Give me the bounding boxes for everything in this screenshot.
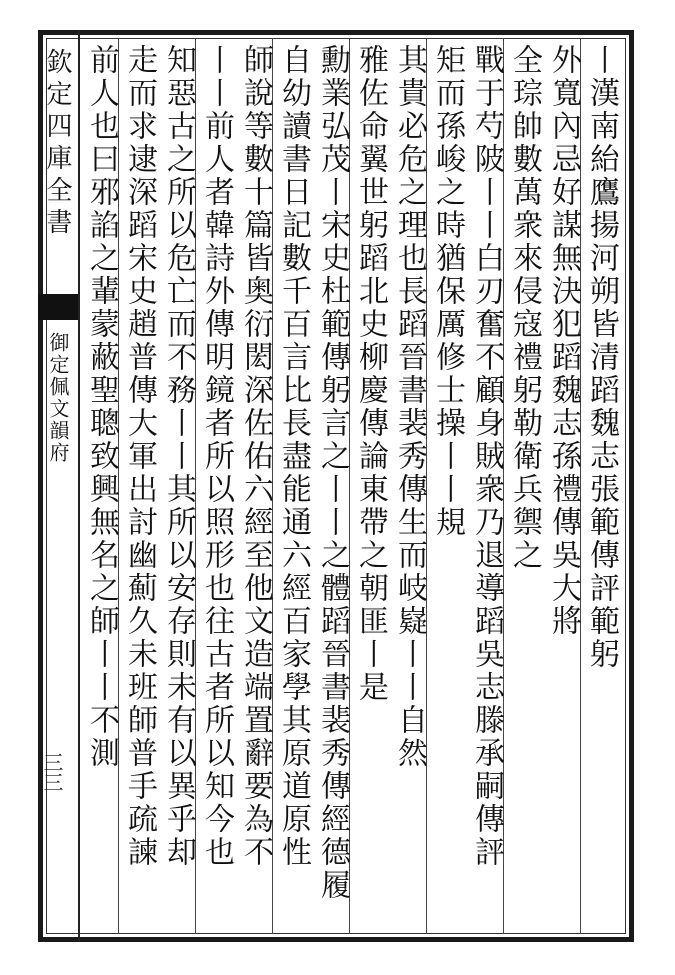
margin-divider [78,30,80,942]
text-column: 師說等數十篇皆奥衍閎深佐佑六經至他文造端置辭要為不 [238,44,273,869]
text-column: 雅佐命翼世躬蹈北史柳慶傳論東帶之朝匪丨是 [353,44,388,704]
text-column: 矩而孫峻之時猶保厲修士操丨丨規 [430,44,465,539]
text-column: 丨丨前人者韓詩外傳明鏡者所以照形也往古者所以知今也 [199,44,234,869]
text-column: 前人也曰邪諂之輩蒙蔽聖聰致興無名之師丨丨不測 [84,44,119,770]
book-title: 欽定四庫全書 [42,48,72,240]
text-column: 自幼讀書日記數千百言比長盡能通六經百家學其原道原性 [276,44,311,869]
text-column: 知惡古之所以危亡而不務丨丨其所以安存則未有以異乎却 [161,44,196,869]
text-column: 勳業弘茂丨宋史杜範傳躬言之丨丨之體蹈晉書裴秀傳經德履 [315,44,350,902]
text-column: 其貴必危之理也長蹈晉書裴秀傳生而岐嶷丨丨自然 [392,44,427,770]
text-column: 丨漢南紿鷹揚河朔皆清蹈魏志張範傳評範躬 [584,44,619,671]
section-title: 御定佩文韻府 [46,332,70,464]
text-column: 外寬內忌好謀無決犯蹈魏志孫禮傳吳大將 [546,44,581,638]
text-column: 戰于芍陂丨丨白刃奮不顧身賊衆乃退導蹈吳志滕承嗣傳評 [469,44,504,869]
page-number: 三三 [40,752,64,792]
text-column: 全琮帥數萬衆來侵寇禮躬勒衛兵禦之 [507,44,542,572]
text-column: 走而求逮深蹈宋史趙普傳大軍出討幽薊久未班師普手疏諫 [122,44,157,869]
fishtail-mark [38,294,78,320]
